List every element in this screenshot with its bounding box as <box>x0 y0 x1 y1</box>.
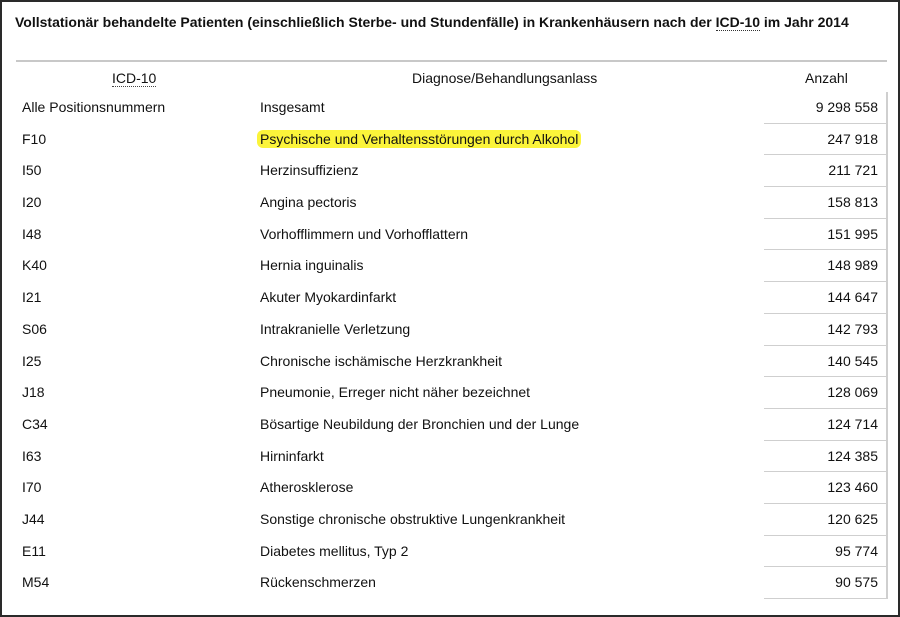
table-row <box>2 441 898 473</box>
diagnosis-cell <box>260 346 502 378</box>
table-row <box>2 346 898 378</box>
table-row <box>2 124 898 156</box>
table-row <box>2 472 898 504</box>
header-icd-10-abbreviation[interactable]: ICD-10 <box>112 70 157 86</box>
icd-code-cell: I50 <box>22 162 42 179</box>
icd-code-cell: I48 <box>22 225 42 242</box>
diagnosis-text: Chronische ischämische Herzkrankheit <box>260 352 502 369</box>
diagnosis-cell <box>260 219 468 251</box>
count-cell: 90 575 <box>764 567 888 599</box>
diagnosis-cell <box>260 377 530 409</box>
diagnosis-table <box>2 64 898 599</box>
table-row <box>2 250 898 282</box>
count-cell: 9 298 558 <box>764 92 888 124</box>
table-row <box>2 409 898 441</box>
icd-code-cell: J18 <box>22 384 45 401</box>
title-divider <box>16 60 887 62</box>
count-cell: 211 721 <box>764 155 888 187</box>
diagnosis-cell <box>260 536 408 568</box>
header-count: Anzahl <box>805 70 848 86</box>
icd-code-cell: E11 <box>22 542 46 559</box>
count-cell: 144 647 <box>764 282 888 314</box>
diagnosis-cell <box>260 409 579 441</box>
table-row <box>2 536 898 568</box>
diagnosis-cell <box>260 124 581 156</box>
diagnosis-text: Bösartige Neubildung der Bronchien und der Lunge <box>260 415 580 432</box>
diagnosis-text: Diabetes mellitus, Typ 2 <box>260 542 409 559</box>
diagnosis-cell <box>260 155 359 187</box>
diagnosis-text: Hirninfarkt <box>260 447 324 464</box>
table-row <box>2 314 898 346</box>
diagnosis-cell <box>260 472 353 504</box>
table-row <box>2 155 898 187</box>
count-cell: 124 714 <box>764 409 888 441</box>
count-cell: 124 385 <box>764 441 888 473</box>
diagnosis-text: Herzinsuffizienz <box>260 162 359 179</box>
diagnosis-text: Vorhofflimmern und Vorhofflattern <box>260 225 469 242</box>
diagnosis-text: Insgesamt <box>260 99 325 115</box>
header-icd-10 <box>112 69 156 87</box>
count-cell: 120 625 <box>764 504 888 536</box>
table-row <box>2 282 898 314</box>
count-cell: 148 989 <box>764 250 888 282</box>
title-prefix: Vollstationär behandelte Patienten (einschließlich Sterbe- und Stundenfälle) in Krankenhäusern nach der <box>15 14 716 30</box>
diagnosis-text: Hernia inguinalis <box>260 257 364 274</box>
highlighted-diagnosis-text: Psychische und Verhaltensstörungen durch Alkohol <box>257 130 581 148</box>
diagnosis-text: Akuter Myokardinfarkt <box>260 289 397 306</box>
diagnosis-cell <box>260 282 396 314</box>
count-cell: 247 918 <box>764 124 888 156</box>
icd-code-cell: Alle Positionsnummern <box>22 99 166 115</box>
table-row <box>2 187 898 219</box>
table-row <box>2 377 898 409</box>
count-cell: 128 069 <box>764 377 888 409</box>
title-suffix: im Jahr 2014 <box>760 14 849 30</box>
table-row <box>2 92 898 124</box>
icd-code-cell: M54 <box>22 574 50 591</box>
table-body <box>2 92 898 599</box>
table-row <box>2 504 898 536</box>
icd-code-cell: I70 <box>22 479 42 496</box>
table-header <box>2 64 898 92</box>
count-cell: 140 545 <box>764 346 888 378</box>
diagnosis-text: Rückenschmerzen <box>260 574 376 591</box>
count-cell: 95 774 <box>764 536 888 568</box>
diagnosis-text: Atherosklerose <box>260 479 354 496</box>
icd-code-cell: I63 <box>22 447 42 464</box>
diagnosis-cell <box>260 314 410 346</box>
diagnosis-text: Sonstige chronische obstruktive Lungenkrankheit <box>260 510 566 527</box>
count-cell: 158 813 <box>764 187 888 219</box>
count-cell: 123 460 <box>764 472 888 504</box>
diagnosis-cell <box>260 250 364 282</box>
table-row <box>2 219 898 251</box>
icd-code-cell: I25 <box>22 352 42 369</box>
icd-code-cell: F10 <box>22 130 47 147</box>
icd-code-cell: S06 <box>22 320 47 337</box>
icd-code-cell: C34 <box>22 415 48 432</box>
icd-code-cell: K40 <box>22 257 47 274</box>
diagnosis-cell <box>260 441 324 473</box>
table-row <box>2 567 898 599</box>
header-diagnosis: Diagnose/Behandlungsanlass <box>412 70 598 86</box>
diagnosis-text: Pneumonie, Erreger nicht näher bezeichnet <box>260 384 531 401</box>
icd-code-cell: I21 <box>22 289 42 306</box>
count-cell: 151 995 <box>764 219 888 251</box>
page-title <box>15 12 885 32</box>
diagnosis-text: Angina pectoris <box>260 194 357 211</box>
count-cell: 142 793 <box>764 314 888 346</box>
icd-code-cell: I20 <box>22 194 42 211</box>
icd-code-cell: J44 <box>22 510 45 527</box>
diagnosis-cell <box>260 92 325 124</box>
diagnosis-cell <box>260 567 376 599</box>
diagnosis-cell <box>260 187 357 219</box>
diagnosis-text: Intrakranielle Verletzung <box>260 320 411 337</box>
icd-10-abbreviation[interactable]: ICD-10 <box>715 14 761 30</box>
diagnosis-cell <box>260 504 565 536</box>
